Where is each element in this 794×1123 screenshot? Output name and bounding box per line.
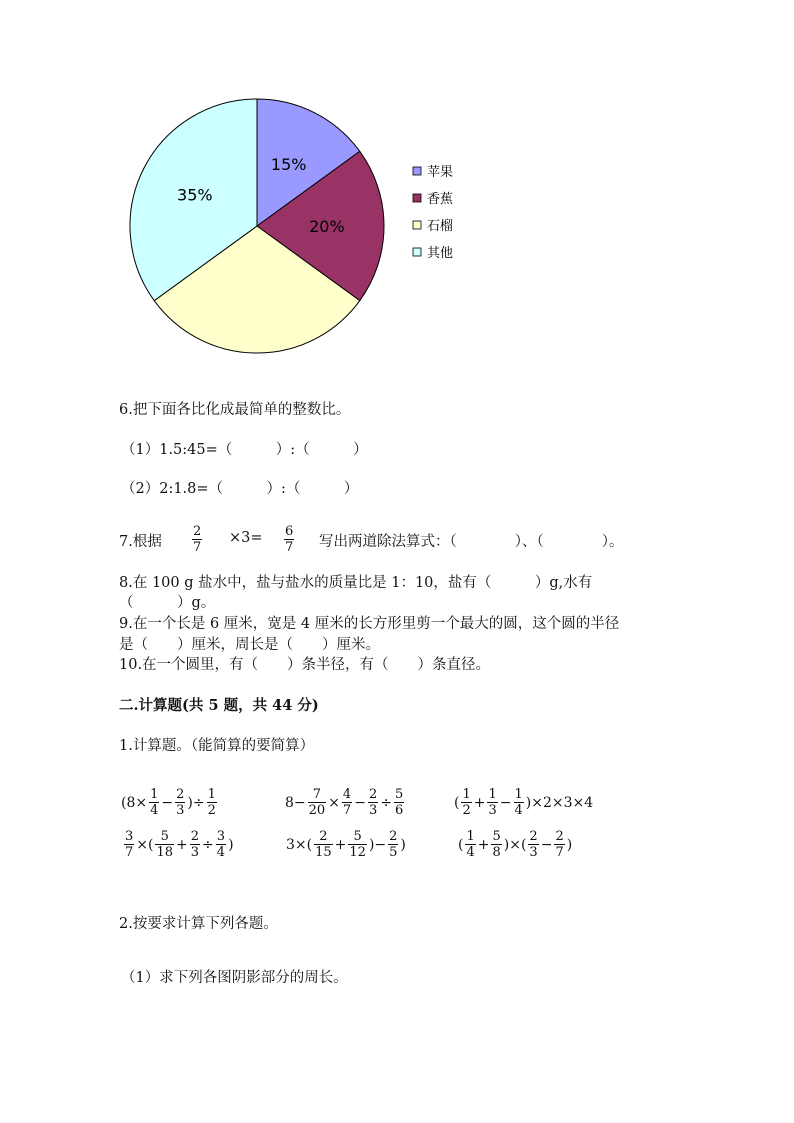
q7-fraction-1: $\frac{2}{7}$ [193,524,202,555]
q6-item-1: （1）1.5:45=（ ）:（ ） [121,442,368,458]
q8-line-1: 8.在 100 g 盐水中，盐与盐水的质量比是 1：10，盐有（ ）g,水有 [119,575,593,591]
q6-item-2: （2）2:1.8=（ ）:（ ） [121,481,359,497]
legend-swatch-1 [413,167,421,175]
section-2-title: 二.计算题(共 5 题，共 44 分) [119,697,319,714]
legend-label-3: 石榴 [427,219,454,234]
calc-q1-title: 1.计算题。（能简算的要简算） [119,738,315,754]
legend-label-2: 香蕉 [427,192,454,207]
pie-data-label-1: 15% [270,154,307,174]
expression-4: $\frac{3}{7}$ ×( $\frac{5}{18}$ + $\frac{2}{3}$ ÷ $\frac{3}{4}$ ) [125,829,234,860]
q6-title: 6.把下面各比化成最简单的整数比。 [119,402,351,418]
q7-mid: ×3= [229,530,263,546]
q7-prefix: 7.根据 [119,534,162,550]
pie-chart [0,0,794,380]
q7-suffix: 写出两道除法算式：（ ）、（ ）。 [319,534,624,550]
expression-5: 3×( $\frac{2}{15}$ + $\frac{5}{12}$ )− $\frac{2}{5}$ ) [286,829,406,860]
q7-fraction-2: $\frac{6}{7}$ [285,524,294,555]
calc-q2-subtitle: （1）求下列各图阴影部分的周长。 [121,970,348,986]
pie-data-label-2: 20% [309,217,345,236]
expression-2: 8− $\frac{7}{20}$ × $\frac{4}{7}$ − $\frac{2}{3}$ ÷ $\frac{5}{6}$ [285,787,404,818]
pie-data-label-4: 35% [177,185,213,205]
q9-line-1: 9.在一个长是 6 厘米，宽是 4 厘米的长方形里剪一个最大的圆，这个圆的半径 [119,616,620,632]
legend-swatch-3 [413,221,421,229]
legend-label-4: 其他 [427,246,454,261]
expression-1: (8× $\frac{1}{4}$ − $\frac{2}{3}$ )÷ $\frac{1}{2}$ [121,787,216,818]
q8-line-2: （ ）g。 [119,595,216,611]
legend-label-1: 苹果 [427,165,454,180]
legend-swatch-2 [413,194,421,202]
calc-q2-title: 2.按要求计算下列各题。 [119,916,278,932]
legend-swatch-4 [413,248,421,256]
expression-6: ( $\frac{1}{4}$ + $\frac{5}{8}$ )×( $\frac{2}{3}$ − $\frac{2}{7}$ ) [458,829,573,860]
expression-3: ( $\frac{1}{2}$ + $\frac{1}{3}$ − $\frac{1}{4}$ )×2×3×4 [454,787,594,818]
q9-line-2: 是（ ）厘米，周长是（ ）厘米。 [119,637,380,653]
q10-text: 10.在一个圆里，有（ ）条半径，有（ ）条直径。 [119,657,491,673]
